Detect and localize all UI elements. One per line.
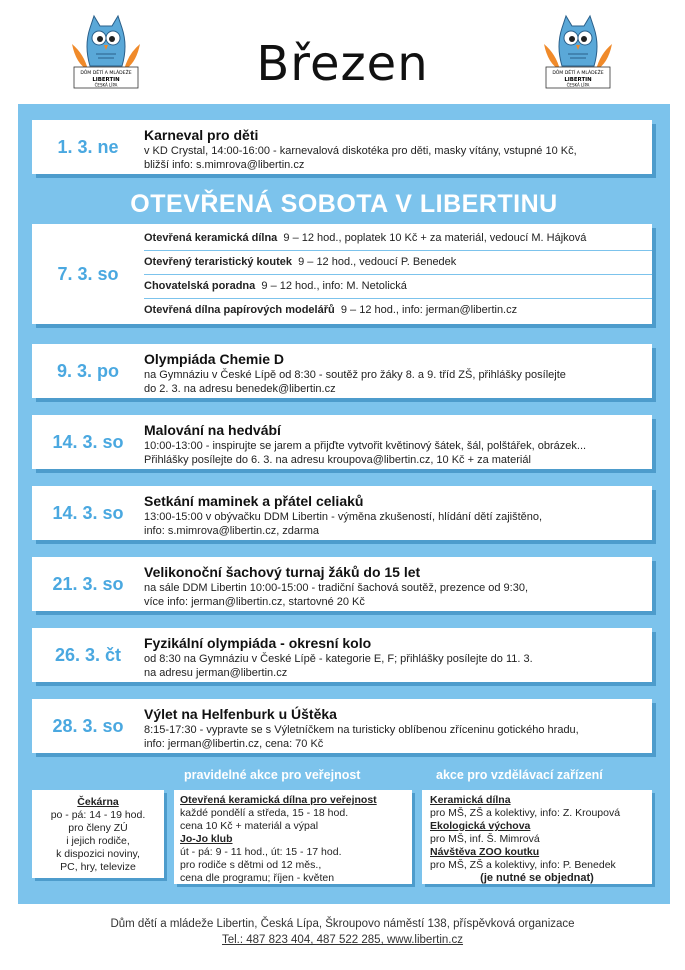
footer-address: Dům dětí a mládeže Libertin, Česká Lípa, Škroupovo náměstí 138, příspěvková organizace	[110, 918, 575, 930]
footer	[0, 916, 685, 948]
event-title: Karneval pro děti	[144, 127, 259, 143]
event-date: 7. 3. so	[57, 264, 119, 284]
logo-line3: ČESKÁ LÍPA	[94, 82, 118, 88]
cekarna-line: pro členy ZÚ	[68, 822, 128, 834]
school-events-heading: akce pro vzdělávací zařízení	[436, 768, 603, 782]
saturday-row-info: 9 – 12 hod., poplatek 10 Kč + za materiál, vedoucí M. Hájková	[283, 232, 587, 244]
logo-line1: DŮM DĚTÍ A MLÁDEŽE	[80, 71, 132, 76]
event-desc-line2: Přihlášky posílejte do 6. 3. na adresu kroupova@libertin.cz, 10 Kč + za materiál	[144, 454, 531, 466]
ceramic-public-line: cena 10 Kč + materiál a výpal	[180, 820, 319, 832]
event-desc-line1: od 8:30 na Gymnáziu v České Lípě - kategorie E, F; přihlášky posílejte do 11. 3.	[144, 653, 533, 665]
event-card	[32, 699, 652, 753]
ceramic-public-title: Otevřená keramická dílna pro veřejnost	[180, 794, 377, 806]
open-saturday-banner: OTEVŘENÁ SOBOTA V LIBERTINU	[130, 190, 558, 218]
event-desc-line1: na sále DDM Libertin 10:00-15:00 - tradiční šachová soutěž, prezence od 9:30,	[144, 582, 529, 594]
school-item-title: Keramická dílna	[430, 794, 511, 806]
event-desc-line1: 13:00-15:00 v obývačku DDM Libertin - výměna zkušeností, hlídání dětí zajištěno,	[144, 511, 543, 523]
saturday-row-info: 9 – 12 hod., vedoucí P. Benedek	[298, 256, 457, 268]
saturday-row-name: Chovatelská poradna	[144, 280, 256, 292]
cekarna-line: po - pá: 14 - 19 hod.	[50, 809, 146, 821]
event-card	[32, 120, 652, 174]
event-date: 9. 3. po	[56, 361, 119, 381]
event-date: 1. 3. ne	[57, 137, 119, 157]
event-desc-line1: 8:15-17:30 - vypravte se s Výletníčkem na turisticky oblíbenou zříceninu gotického hradu,	[144, 724, 579, 736]
event-desc-line1: v KD Crystal, 14:00-16:00 - karnevalová diskotéka pro děti, masky vítány, vstupné 10 Kč,	[144, 145, 577, 157]
event-desc-line1: na Gymnáziu v České Lípě od 8:30 - soutěž pro žáky 8. a 9. tříd ZŠ, přihlášky posílejte	[144, 369, 566, 381]
saturday-row	[144, 274, 652, 299]
event-desc-line2: do 2. 3. na adresu benedek@libertin.cz	[144, 383, 336, 395]
open-saturday-card	[32, 224, 652, 324]
event-card	[32, 628, 652, 682]
page-title: Březen	[256, 36, 429, 92]
event-title: Malování na hedvábí	[144, 422, 281, 438]
ceramic-public-line: každé pondělí a středa, 15 - 18 hod.	[180, 807, 349, 819]
cekarna-box	[32, 790, 164, 878]
event-title: Výlet na Helfenburk u Úštěka	[144, 706, 337, 722]
event-desc-line2: na adresu jerman@libertin.cz	[144, 667, 288, 679]
saturday-row	[144, 250, 652, 275]
event-card	[32, 557, 652, 611]
school-activities-box	[422, 790, 652, 884]
event-title: Olympiáda Chemie D	[144, 351, 285, 367]
event-date: 28. 3. so	[52, 716, 124, 736]
jojo-club-title: Jo-Jo klub	[180, 833, 233, 845]
logo-line2: LIBERTIN	[92, 77, 120, 83]
event-desc-line2: info: s.mimrova@libertin.cz, zdarma	[144, 525, 319, 537]
saturday-row-name: Otevřená dílna papírových modelářů	[144, 304, 335, 316]
booking-note: (je nutné se objednat)	[480, 872, 594, 884]
school-item-title: Návštěva ZOO koutku	[430, 846, 540, 858]
saturday-row-info: 9 – 12 hod., info: jerman@libertin.cz	[340, 304, 518, 316]
event-date: 26. 3. čt	[54, 645, 122, 665]
jojo-club-line: út - pá: 9 - 11 hod., út: 15 - 17 hod.	[180, 846, 342, 858]
cekarna-title: Čekárna	[77, 796, 119, 808]
logo-line1: DŮM DĚTÍ A MLÁDEŽE	[552, 71, 604, 76]
saturday-row	[144, 298, 652, 322]
saturday-row-info: 9 – 12 hod., info: M. Netolická	[261, 280, 407, 292]
saturday-row-name: Otevřený teraristický koutek	[144, 256, 292, 268]
public-activities-box	[174, 790, 412, 884]
event-desc-line2: bližší info: s.mimrova@libertin.cz	[144, 159, 305, 171]
logo-line2: LIBERTIN	[564, 77, 592, 83]
event-card	[32, 415, 652, 469]
events-panel	[18, 104, 670, 904]
event-date: 21. 3. so	[52, 574, 124, 594]
footer-contact-link[interactable]: Tel.: 487 823 404, 487 522 285, www.libertin.cz	[221, 934, 464, 946]
school-item-info: pro MŠ, ZŠ a kolektivy, info: Z. Kroupová	[430, 807, 621, 819]
school-item-title: Ekologická výchova	[430, 820, 531, 832]
event-date: 14. 3. so	[52, 432, 124, 452]
school-item-info: pro MŠ, ZŠ a kolektivy, info: P. Benedek	[430, 859, 616, 871]
cekarna-line: i jejich rodiče,	[66, 835, 130, 847]
event-title: Velikonoční šachový turnaj žáků do 15 let	[144, 564, 421, 580]
school-item-info: pro MŠ, inf. Š. Mimrová	[430, 833, 540, 845]
jojo-club-line: cena dle programu; říjen - květen	[180, 872, 335, 884]
cekarna-line: k dispozici noviny,	[56, 848, 140, 860]
event-desc-line1: 10:00-13:00 - inspirujte se jarem a přijďte vytvořit květinový šátek, šál, polštářek, obrázek...	[144, 440, 587, 452]
public-events-heading: pravidelné akce pro veřejnost	[184, 768, 361, 782]
event-title: Setkání maminek a přátel celiaků	[144, 493, 364, 509]
jojo-club-line: pro rodiče s dětmi od 12 měs.,	[180, 859, 322, 871]
event-desc-line2: více info: jerman@libertin.cz, startovné 20 Kč	[144, 596, 365, 608]
event-card	[32, 344, 652, 398]
saturday-row	[144, 226, 652, 251]
event-desc-line2: info: jerman@libertin.cz, cena: 70 Kč	[144, 738, 324, 750]
logo-line3: ČESKÁ LÍPA	[566, 82, 590, 88]
event-date: 14. 3. so	[52, 503, 124, 523]
saturday-row-name: Otevřená keramická dílna	[144, 232, 278, 244]
event-title: Fyzikální olympiáda - okresní kolo	[144, 635, 372, 651]
event-card	[32, 486, 652, 540]
cekarna-line: PC, hry, televize	[60, 861, 136, 873]
